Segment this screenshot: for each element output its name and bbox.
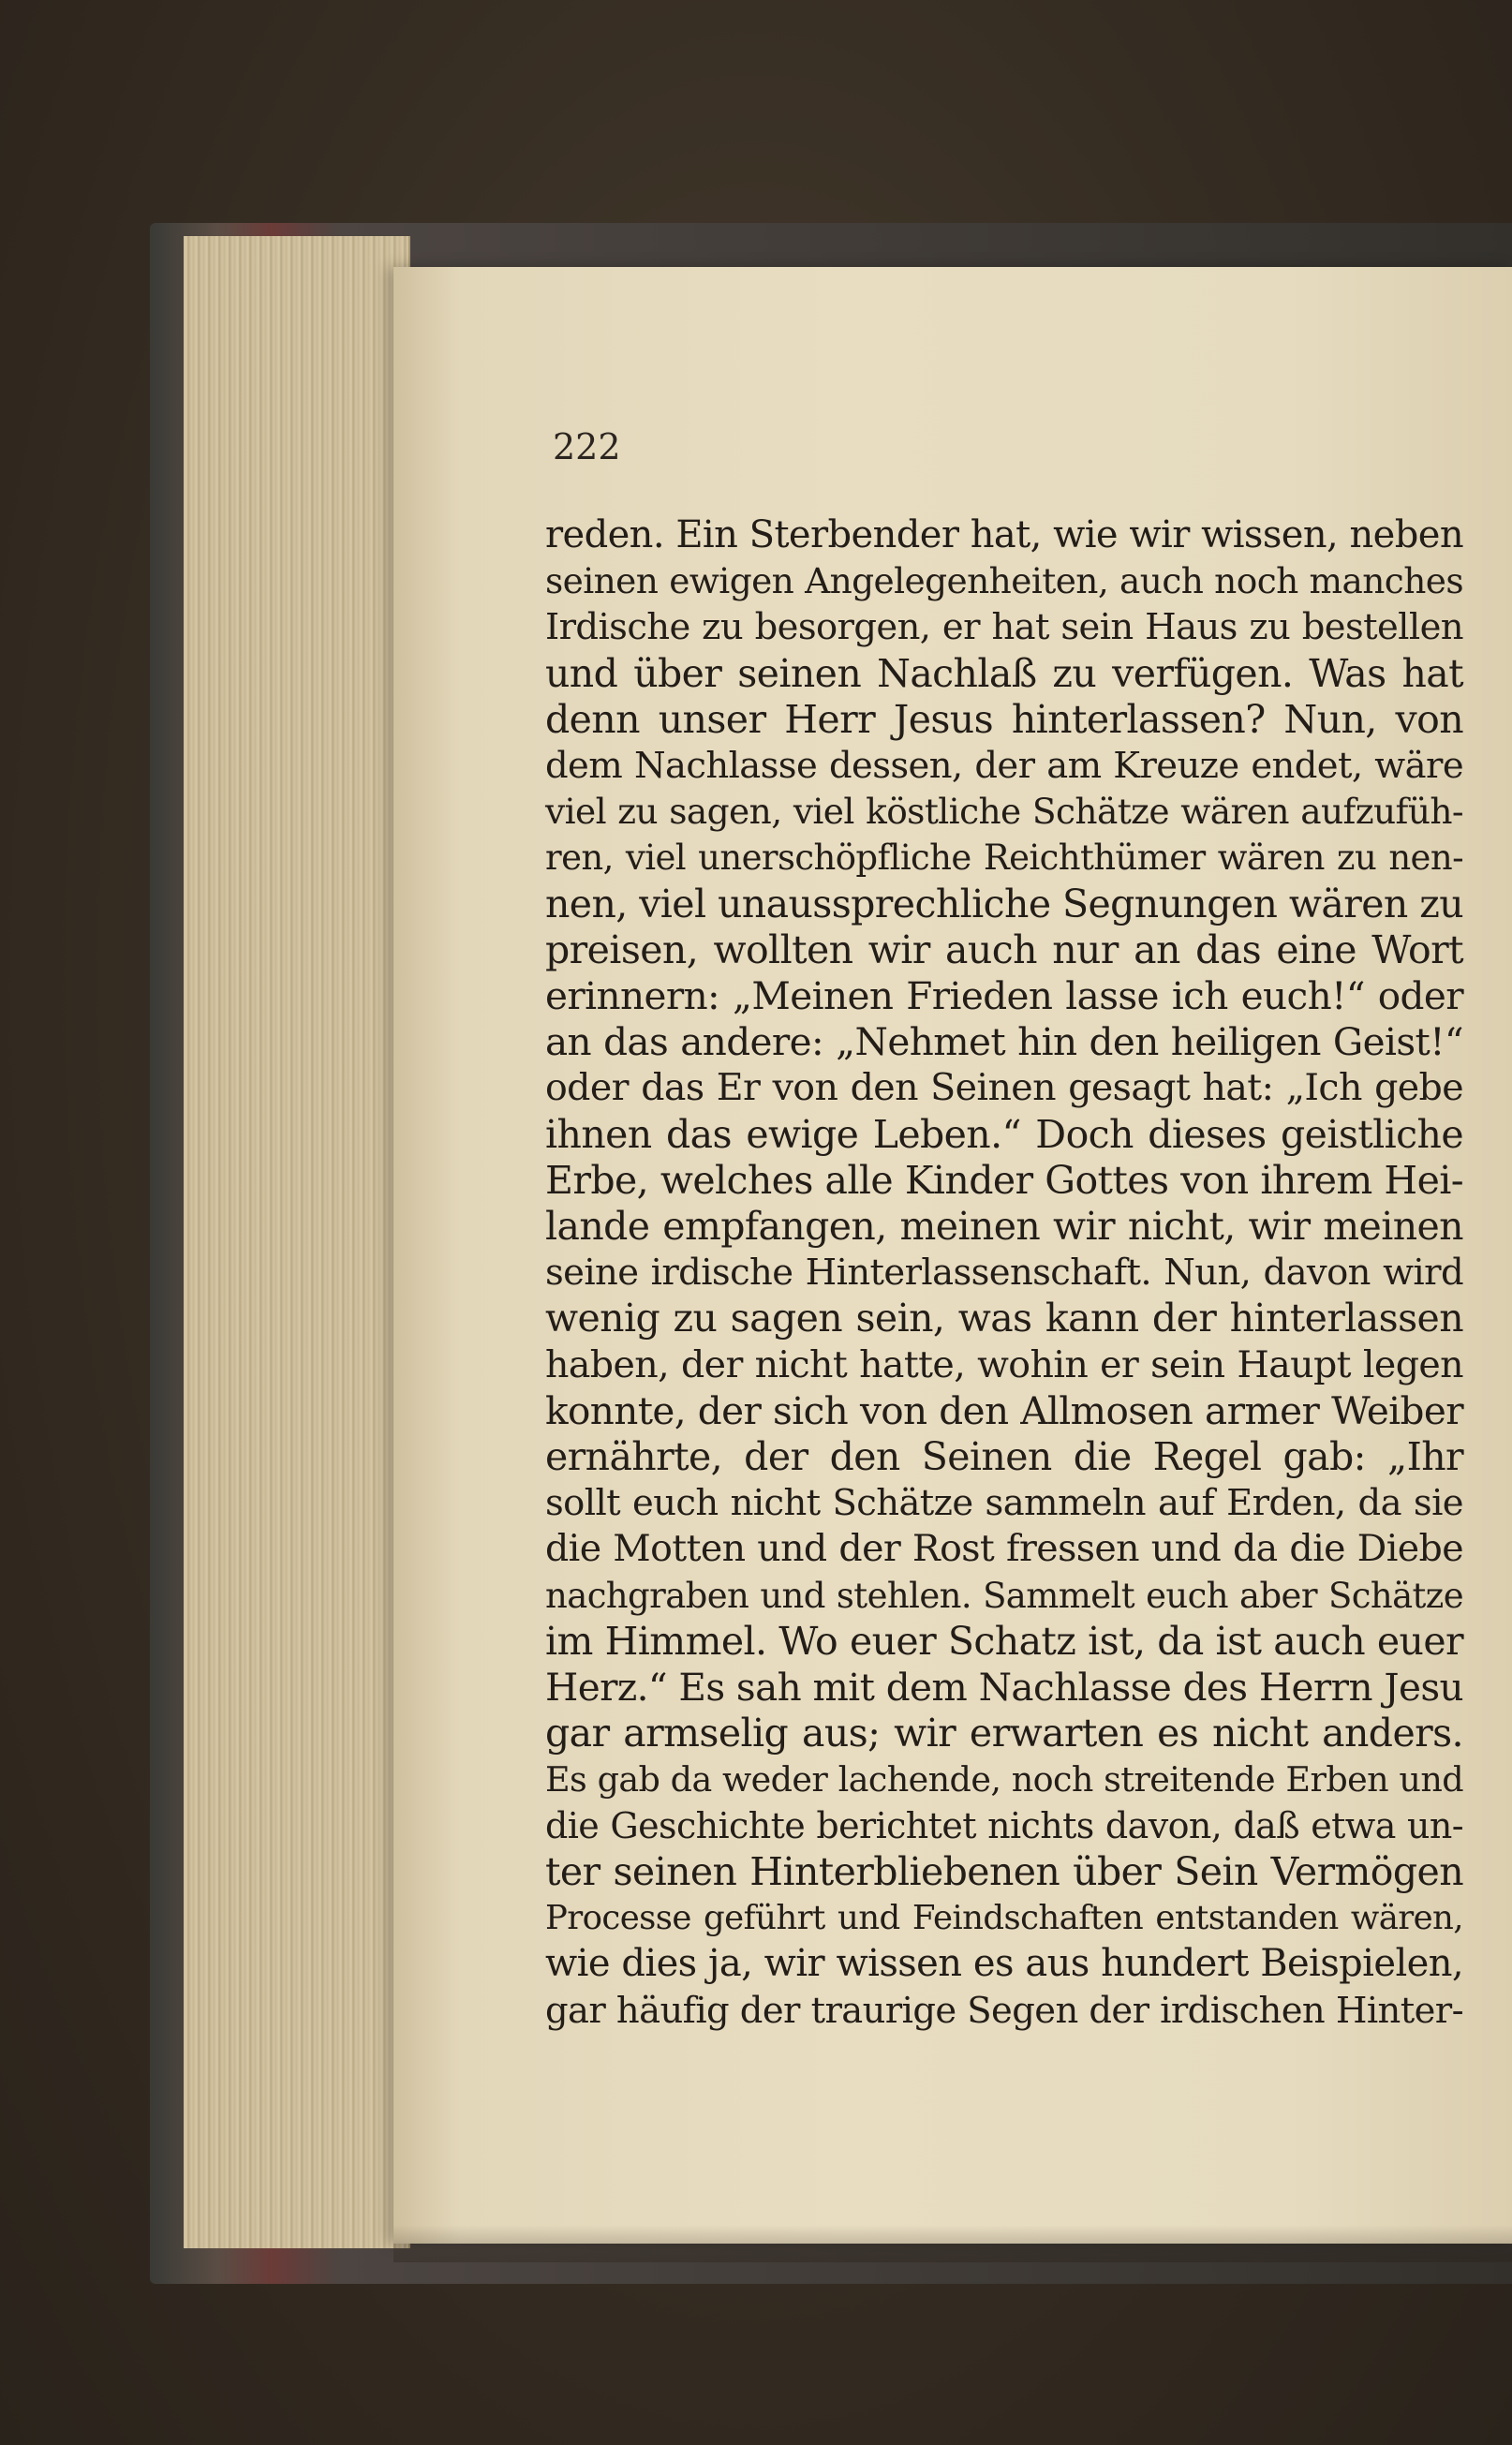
- text-line: nachgraben und stehlen. Sammelt euch aber Schätze: [545, 1575, 1463, 1616]
- text-line: denn unser Herr Jesus hinterlassen? Nun, von: [545, 696, 1463, 742]
- text-line: Irdische zu besorgen, er hat sein Haus zu bestellen: [545, 606, 1463, 649]
- text-line: Herz.“ Es sah mit dem Nachlasse des Herrn Jesu: [545, 1665, 1463, 1711]
- text-line: preisen, wollten wir auch nur an das eine Wort: [545, 926, 1463, 972]
- page-edges: [184, 236, 410, 2248]
- text-line: seinen ewigen Angelegenheiten, auch noch manches: [545, 560, 1463, 602]
- text-line: an das andere: „Nehmet hin den heiligen Geist!“: [545, 1019, 1463, 1065]
- text-line: ren, viel unerschöpfliche Reichthümer wären zu nen-: [545, 837, 1463, 879]
- text-line: konnte, der sich von den Allmosen armer Weiber: [545, 1387, 1463, 1433]
- text-line: die Motten und der Rost fressen und da die Diebe: [545, 1527, 1463, 1571]
- text-line: Es gab da weder lachende, noch streitende Erben und: [545, 1759, 1463, 1800]
- text-line: erinnern: „Meinen Frieden lasse ich euch!“ oder: [545, 973, 1463, 1019]
- text-line: Erbe, welches alle Kinder Gottes von ihrem Hei-: [545, 1157, 1463, 1203]
- text-line: die Geschichte berichtet nichts davon, daß etwa un-: [545, 1804, 1463, 1846]
- text-line: gar armselig aus; wir erwarten es nicht anders.: [545, 1711, 1463, 1756]
- text-line: ter seinen Hinterbliebenen über Sein Vermögen: [545, 1848, 1463, 1894]
- text-line: haben, der nicht hatte, wohin er sein Haupt legen: [545, 1342, 1463, 1386]
- text-line: sollt euch nicht Schätze sammeln auf Erden, da sie: [545, 1482, 1463, 1525]
- text-line: viel zu sagen, viel köstliche Schätze wären aufzufüh-: [545, 791, 1463, 833]
- text-line: gar häufig der traurige Segen der irdischen Hinter-: [545, 1989, 1463, 2032]
- text-line: lande empfangen, meinen wir nicht, wir meinen: [545, 1204, 1463, 1250]
- text-line: und über seinen Nachlaß zu verfügen. Was hat: [545, 650, 1463, 696]
- text-line: dem Nachlasse dessen, der am Kreuze endet, wäre: [545, 745, 1463, 788]
- text-line: nen, viel unaussprechliche Segnungen wären zu: [545, 881, 1463, 926]
- book-page: [393, 267, 1512, 2244]
- text-line: wenig zu sagen sein, was kann der hinterlassen: [545, 1296, 1463, 1341]
- text-line: oder das Er von den Seinen gesagt hat: „Ich gebe: [545, 1066, 1463, 1110]
- text-line: wie dies ja, wir wissen es aus hundert Beispielen,: [545, 1942, 1463, 1986]
- page-text: [545, 512, 1463, 2034]
- page-bottom-shadow: [393, 2225, 1512, 2262]
- text-line: seine irdische Hinterlassenschaft. Nun, davon wird: [545, 1252, 1463, 1295]
- text-line: im Himmel. Wo euer Schatz ist, da ist auch euer: [545, 1618, 1463, 1664]
- text-line: ihnen das ewige Leben.“ Doch dieses geistliche: [545, 1111, 1463, 1157]
- text-line: ernährte, der den Seinen die Regel gab: „Ihr: [545, 1434, 1463, 1480]
- text-line: reden. Ein Sterbender hat, wie wir wissen, neben: [545, 513, 1463, 556]
- page-number: 222: [553, 426, 621, 467]
- text-line: Processe geführt und Feindschaften entstanden wären,: [545, 1899, 1463, 1938]
